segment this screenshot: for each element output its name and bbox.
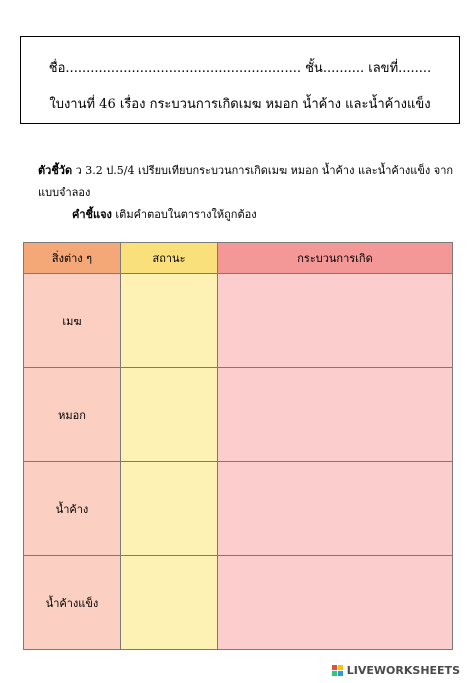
row-item-cloud: เมฆ: [24, 274, 121, 368]
process-answer-cloud[interactable]: [218, 274, 453, 368]
state-answer-fog[interactable]: [121, 368, 218, 462]
table-row: [24, 462, 453, 556]
process-answer-fog[interactable]: [218, 368, 453, 462]
process-answer-frost[interactable]: [218, 556, 453, 650]
answer-table: [23, 242, 453, 650]
worksheet-title: ใบงานที่ 46 เรื่อง กระบวนการเกิดเมฆ หมอก น้ำค้าง และน้ำค้างแข็ง: [49, 97, 431, 112]
liveworksheets-logo: [332, 664, 460, 677]
indicator-label: ตัวชี้วัด: [38, 164, 73, 177]
student-info-box: [20, 36, 460, 124]
state-answer-cloud[interactable]: [121, 274, 218, 368]
table-row: [24, 368, 453, 462]
row-item-fog: หมอก: [24, 368, 121, 462]
state-answer-dew[interactable]: [121, 462, 218, 556]
header-process: กระบวนการเกิด: [218, 243, 453, 274]
indicator-paragraph: [38, 160, 458, 204]
row-item-frost: น้ำค้างแข็ง: [24, 556, 121, 650]
liveworksheets-logo-icon: [332, 665, 344, 677]
state-answer-frost[interactable]: [121, 556, 218, 650]
header-items: สิ่งต่าง ๆ: [24, 243, 121, 274]
row-item-dew: น้ำค้าง: [24, 462, 121, 556]
process-answer-dew[interactable]: [218, 462, 453, 556]
table-row: [24, 556, 453, 650]
header-state: สถานะ: [121, 243, 218, 274]
instruction-line: [72, 205, 257, 223]
name-class-number-line: ชื่อ......................................................... ชั้น.......... เลขที่........: [48, 61, 432, 76]
liveworksheets-brand: LIVEWORKSHEETS: [346, 664, 460, 677]
table-header-row: [24, 243, 453, 274]
table-row: [24, 274, 453, 368]
instruction-text: เติมคำตอบในตารางให้ถูกต้อง: [111, 208, 257, 221]
instruction-label: คำชี้แจง: [72, 208, 112, 221]
indicator-text: ว 3.2 ป.5/4 เปรียบเทียบกระบวนการเกิดเมฆ หมอก น้ำค้าง และน้ำค้างแข็ง จากแบบจำลอง: [38, 164, 454, 199]
